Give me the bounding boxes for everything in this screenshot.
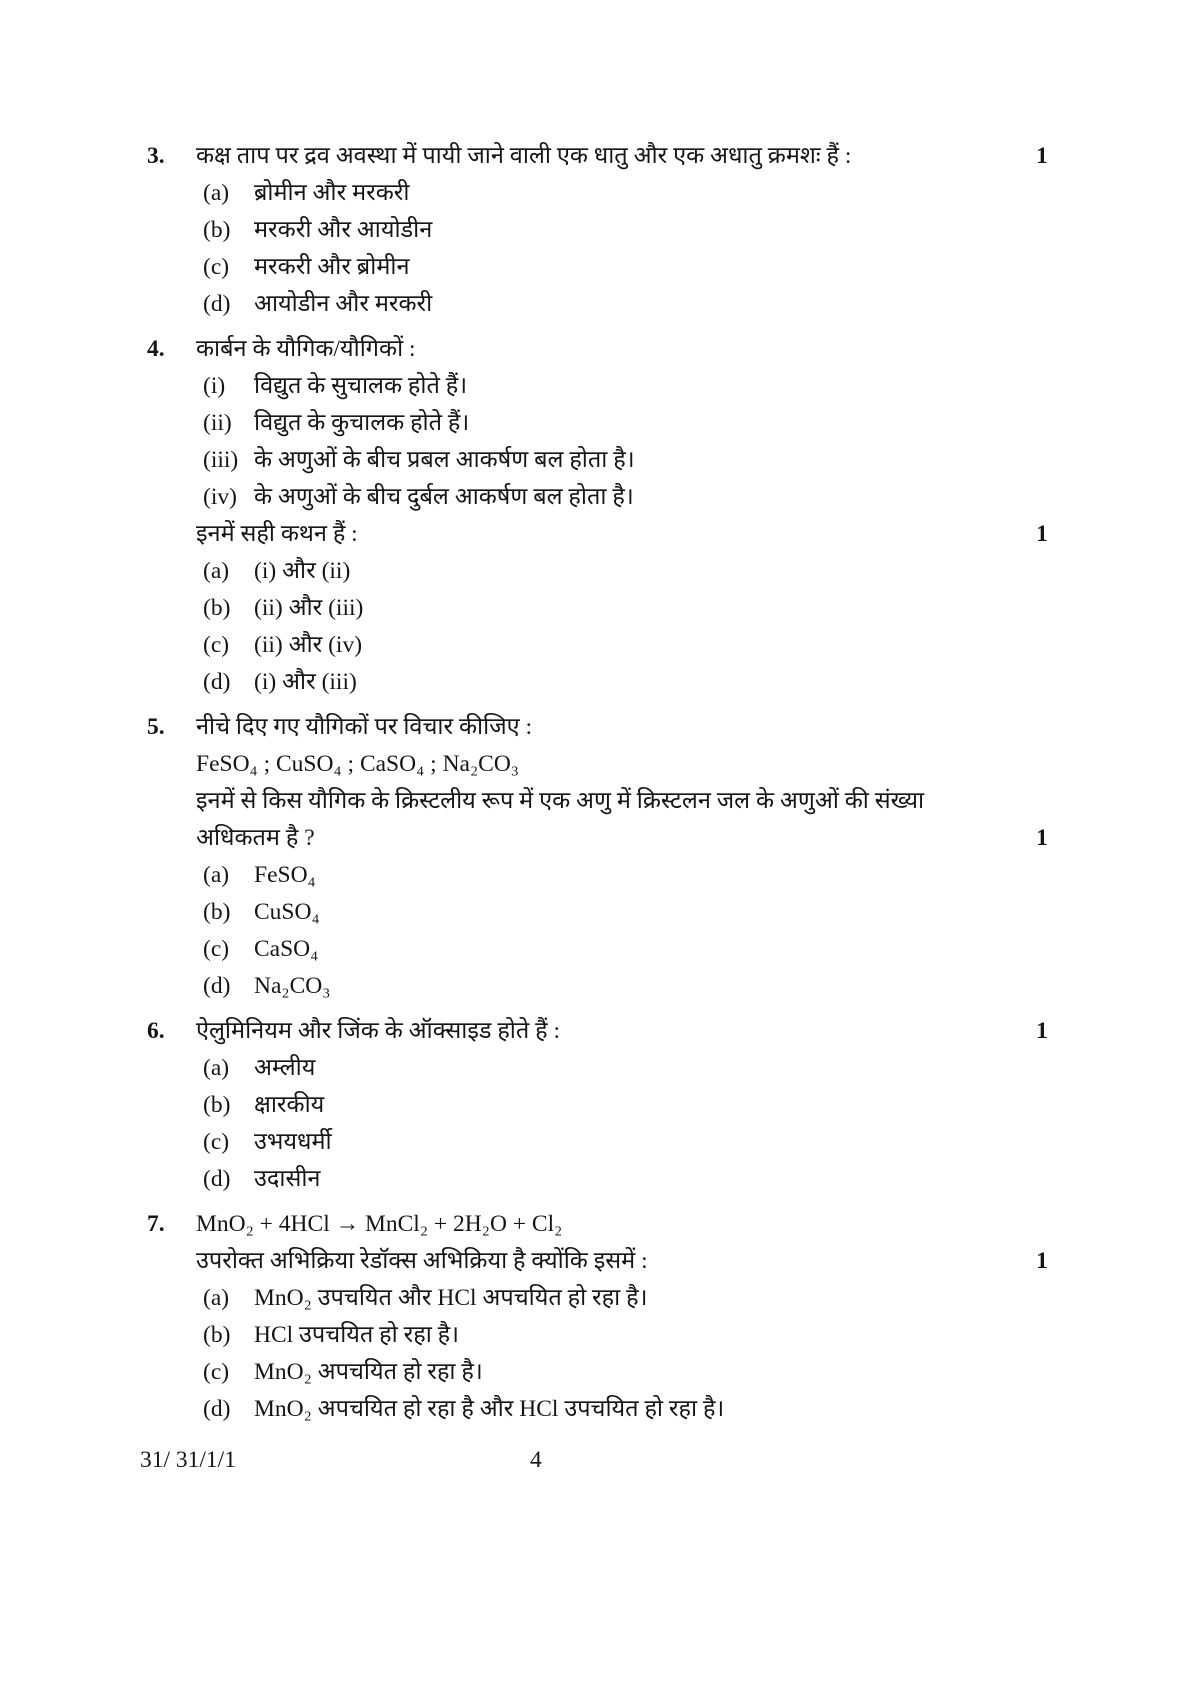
marks-badge: 1 xyxy=(1036,1018,1048,1044)
question-5 xyxy=(0,709,1190,1005)
option-label: (c) xyxy=(203,936,230,962)
option-row xyxy=(0,175,1190,212)
option-row xyxy=(0,1124,1190,1161)
statement-row xyxy=(0,442,1190,479)
option-text: HCl उपचयित हो रहा है। xyxy=(254,1322,460,1348)
statement-text: विद्युत के कुचालक होते हैं। xyxy=(254,410,470,436)
option-label: (d) xyxy=(203,1396,231,1422)
option-row xyxy=(0,894,1190,931)
option-text: FeSO₄ xyxy=(254,862,316,888)
question-number: 4. xyxy=(147,336,165,362)
chemical-formula-list: FeSO₄ ; CuSO₄ ; CaSO₄ ; Na₂CO₃ xyxy=(196,751,519,777)
question-prompt-row xyxy=(0,783,1190,820)
option-row xyxy=(0,968,1190,1005)
option-label: (a) xyxy=(203,1285,230,1311)
option-row xyxy=(0,931,1190,968)
statement-text: के अणुओं के बीच प्रबल आकर्षण बल होता है। xyxy=(254,447,635,473)
marks-badge: 1 xyxy=(1036,1248,1048,1274)
question-text: ऐलुमिनियम और जिंक के ऑक्साइड होते हैं : xyxy=(196,1018,561,1044)
statement-row xyxy=(0,405,1190,442)
option-text: आयोडीन और मरकरी xyxy=(254,291,433,317)
option-text: उदासीन xyxy=(254,1166,321,1192)
formula-row xyxy=(0,746,1190,783)
option-text: मरकरी और ब्रोमीन xyxy=(254,254,410,280)
statement-row xyxy=(0,368,1190,405)
option-label: (c) xyxy=(203,1359,230,1385)
option-row xyxy=(0,1354,1190,1391)
question-prompt: इनमें सही कथन हैं : xyxy=(196,521,358,547)
option-label: (c) xyxy=(203,254,230,280)
paper-code: 31/ 31/1/1 xyxy=(140,1447,236,1473)
question-7-heading-row xyxy=(0,1206,1190,1243)
option-label: (c) xyxy=(203,632,230,658)
statement-label: (ii) xyxy=(203,410,232,436)
option-text: क्षारकीय xyxy=(254,1092,325,1118)
option-label: (d) xyxy=(203,669,231,695)
option-row xyxy=(0,286,1190,323)
option-text: मरकरी और आयोडीन xyxy=(254,217,433,243)
option-label: (b) xyxy=(203,899,231,925)
option-row xyxy=(0,1087,1190,1124)
option-text: ब्रोमीन और मरकरी xyxy=(254,180,410,206)
question-7 xyxy=(0,1206,1190,1428)
marks-badge: 1 xyxy=(1036,825,1048,851)
question-number: 6. xyxy=(147,1018,165,1044)
question-4 xyxy=(0,331,1190,701)
page-number: 4 xyxy=(530,1447,542,1473)
marks-badge: 1 xyxy=(1036,143,1048,169)
option-text: (ii) और (iii) xyxy=(254,595,364,621)
statement-label: (i) xyxy=(203,373,226,399)
question-prompt-line1: इनमें से किस यौगिक के क्रिस्टलीय रूप में एक अणु में क्रिस्टलन जल के अणुओं की संख्या xyxy=(196,788,925,814)
question-prompt-row xyxy=(0,820,1190,857)
question-prompt-line2: अधिकतम है ? xyxy=(196,825,315,851)
option-text: (i) और (ii) xyxy=(254,558,351,584)
option-row xyxy=(0,1161,1190,1198)
option-text: अम्लीय xyxy=(254,1055,316,1081)
question-text: नीचे दिए गए यौगिकों पर विचार कीजिए : xyxy=(196,714,533,740)
option-row xyxy=(0,590,1190,627)
question-prompt-row xyxy=(0,516,1190,553)
option-label: (a) xyxy=(203,1055,230,1081)
questions-area xyxy=(0,138,1190,1428)
option-row xyxy=(0,1391,1190,1428)
option-label: (d) xyxy=(203,1166,231,1192)
option-row xyxy=(0,212,1190,249)
option-label: (b) xyxy=(203,217,231,243)
option-label: (d) xyxy=(203,973,231,999)
question-4-heading-row xyxy=(0,331,1190,368)
option-text: उभयधर्मी xyxy=(254,1129,332,1155)
question-text: कार्बन के यौगिक/यौगिकों : xyxy=(196,336,416,362)
question-prompt-row xyxy=(0,1243,1190,1280)
option-row xyxy=(0,553,1190,590)
marks-badge: 1 xyxy=(1036,521,1048,547)
question-text: कक्ष ताप पर द्रव अवस्था में पायी जाने वाली एक धातु और एक अधातु क्रमशः हैं : xyxy=(196,143,852,169)
statement-label: (iii) xyxy=(203,447,239,473)
statement-text: के अणुओं के बीच दुर्बल आकर्षण बल होता है। xyxy=(254,484,634,510)
question-number: 7. xyxy=(147,1211,165,1237)
option-row xyxy=(0,627,1190,664)
option-text: MnO₂ अपचयित हो रहा है। xyxy=(254,1359,483,1385)
option-row xyxy=(0,249,1190,286)
option-text: MnO₂ अपचयित हो रहा है और HCl उपचयित हो रहा है। xyxy=(254,1396,725,1422)
option-row xyxy=(0,1050,1190,1087)
option-label: (b) xyxy=(203,595,231,621)
option-row xyxy=(0,857,1190,894)
option-row xyxy=(0,1280,1190,1317)
question-6-heading-row xyxy=(0,1013,1190,1050)
question-number: 5. xyxy=(147,714,165,740)
question-5-heading-row xyxy=(0,709,1190,746)
option-text: (ii) और (iv) xyxy=(254,632,363,658)
question-3 xyxy=(0,138,1190,323)
option-label: (a) xyxy=(203,180,230,206)
statement-text: विद्युत के सुचालक होते हैं। xyxy=(254,373,468,399)
chemical-equation: MnO₂ + 4HCl → MnCl₂ + 2H₂O + Cl₂ xyxy=(196,1211,563,1237)
option-text: Na₂CO₃ xyxy=(254,973,331,999)
option-text: CaSO₄ xyxy=(254,936,319,962)
statement-label: (iv) xyxy=(203,484,237,510)
option-label: (c) xyxy=(203,1129,230,1155)
option-label: (b) xyxy=(203,1322,231,1348)
question-3-heading-row xyxy=(0,138,1190,175)
question-prompt: उपरोक्त अभिक्रिया रेडॉक्स अभिक्रिया है क्योंकि इसमें : xyxy=(196,1248,648,1274)
option-label: (d) xyxy=(203,291,231,317)
option-text: (i) और (iii) xyxy=(254,669,357,695)
question-6 xyxy=(0,1013,1190,1198)
option-text: CuSO₄ xyxy=(254,899,320,925)
option-row xyxy=(0,1317,1190,1354)
option-text: MnO₂ उपचयित और HCl अपचयित हो रहा है। xyxy=(254,1285,648,1311)
option-label: (a) xyxy=(203,558,230,584)
option-label: (b) xyxy=(203,1092,231,1118)
statement-row xyxy=(0,479,1190,516)
option-row xyxy=(0,664,1190,701)
option-label: (a) xyxy=(203,862,230,888)
question-number: 3. xyxy=(147,143,165,169)
